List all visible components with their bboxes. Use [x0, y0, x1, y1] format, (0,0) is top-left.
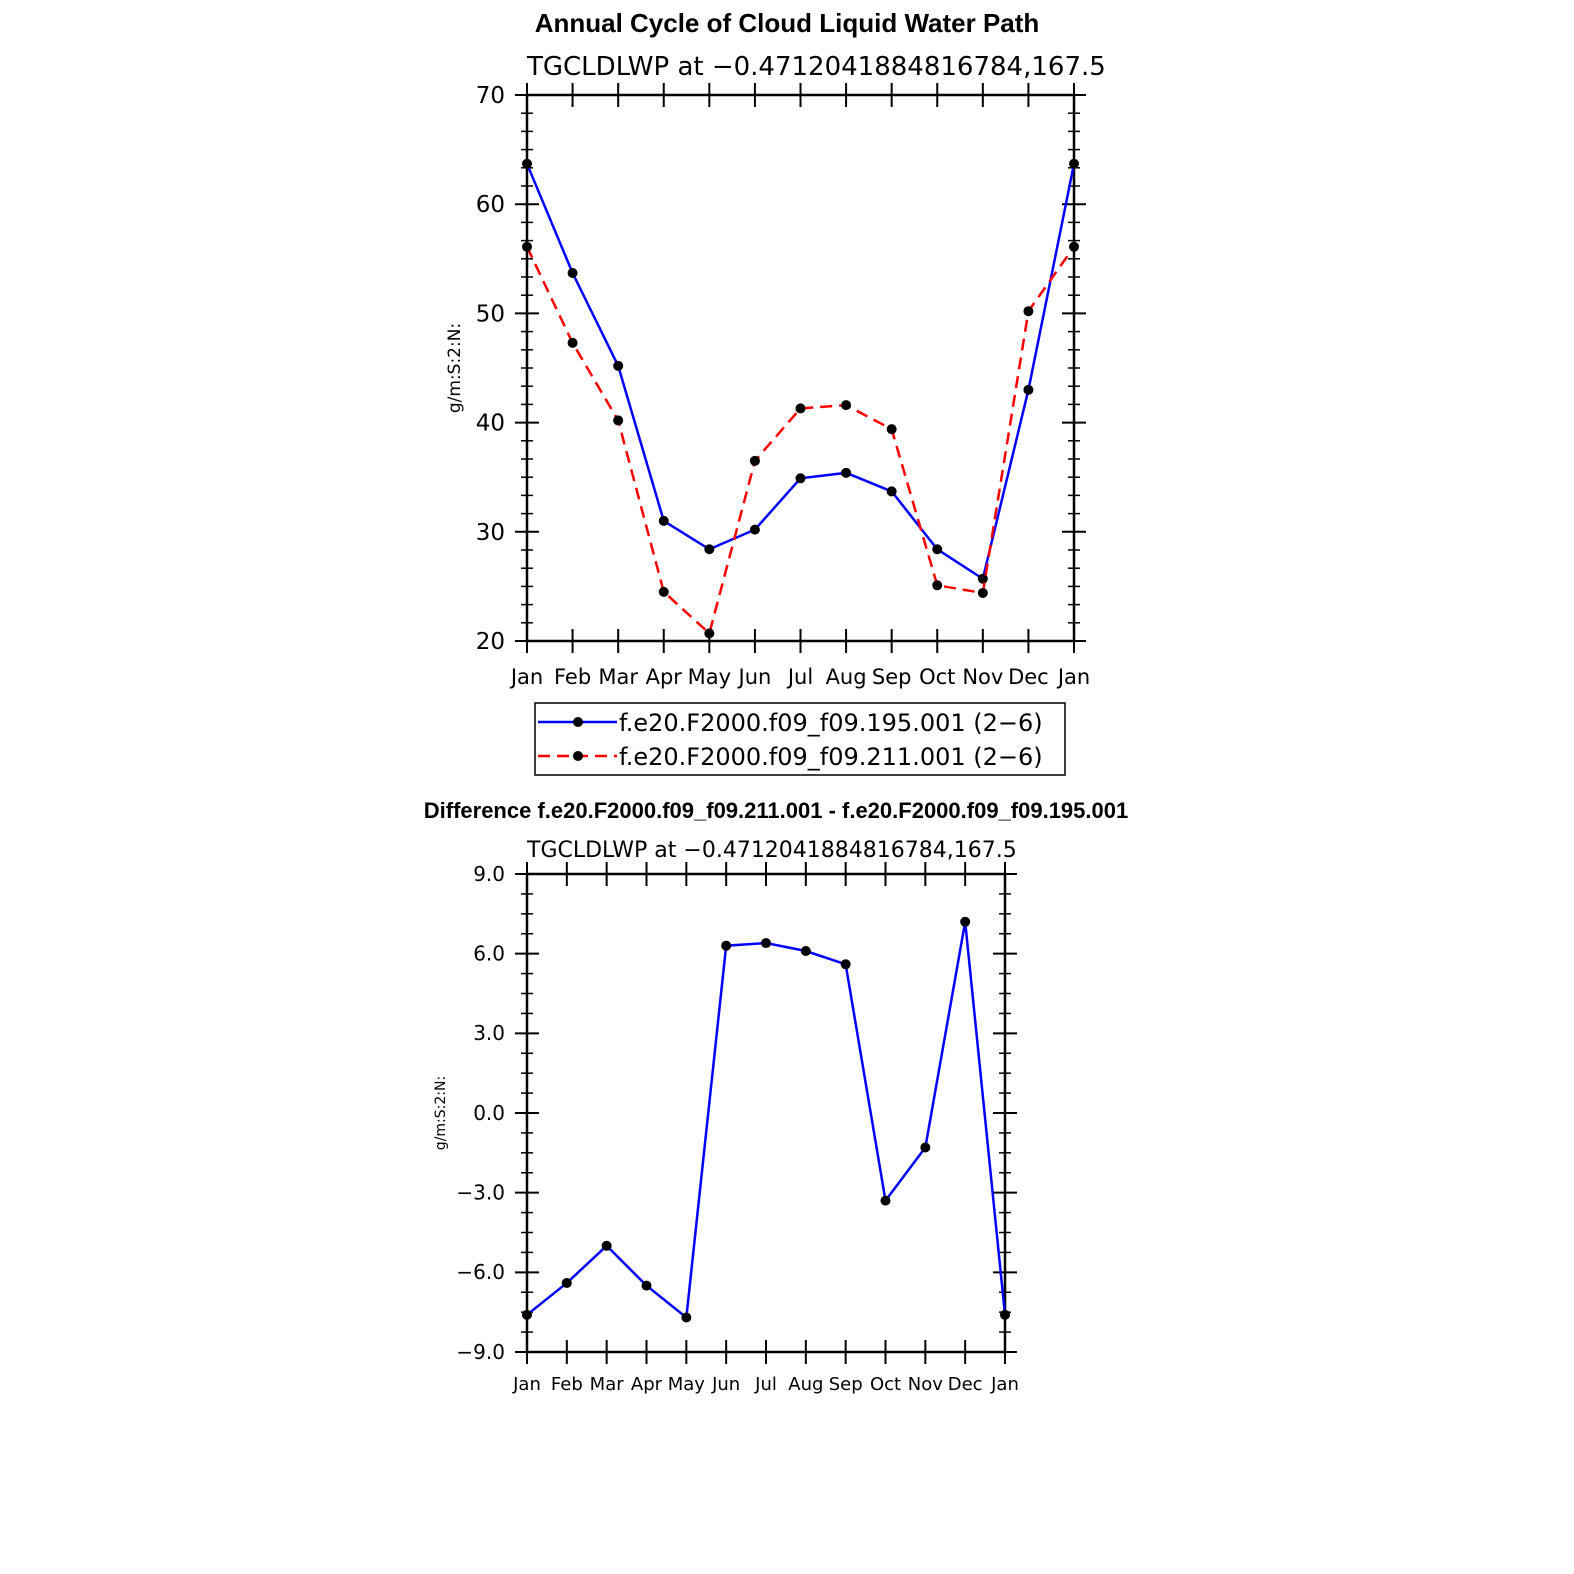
- chart-title-top: Annual Cycle of Cloud Liquid Water Path: [534, 8, 1040, 38]
- series-line-1: [527, 247, 1074, 634]
- legend: [535, 703, 1065, 775]
- data-point: [659, 516, 669, 526]
- x-tick-label: Aug: [788, 1374, 824, 1395]
- data-point: [932, 544, 942, 554]
- data-point: [841, 959, 851, 969]
- y-tick-label: 9.0: [473, 861, 505, 886]
- y-tick-label: −3.0: [456, 1180, 505, 1205]
- data-point: [801, 946, 811, 956]
- y-tick-label: −6.0: [456, 1260, 505, 1285]
- x-tick-label: Jul: [787, 665, 814, 689]
- y-tick-label: 40: [475, 410, 505, 437]
- data-point: [522, 1310, 532, 1320]
- data-point: [613, 361, 623, 371]
- x-tick-label: Dec: [1008, 665, 1049, 689]
- data-point: [841, 468, 851, 478]
- x-tick-label: Oct: [919, 665, 956, 689]
- x-tick-label: Jan: [991, 1374, 1019, 1395]
- x-tick-label: Mar: [598, 665, 638, 689]
- data-point: [522, 159, 532, 169]
- x-tick-label: Sep: [828, 1374, 863, 1395]
- x-tick-label: Mar: [589, 1374, 624, 1395]
- y-tick-label: 30: [475, 519, 505, 546]
- data-point: [1023, 385, 1033, 395]
- chart-title-bottom: Difference f.e20.F2000.f09_f09.211.001 - f.e20.F2000.f09_f09.195.001: [423, 798, 1129, 823]
- x-tick-label: Nov: [907, 1374, 943, 1395]
- data-point: [881, 1196, 891, 1206]
- data-point: [887, 486, 897, 496]
- data-point: [841, 400, 851, 410]
- data-point: [681, 1312, 691, 1322]
- x-tick-label: Jan: [510, 665, 544, 689]
- data-point: [642, 1281, 652, 1291]
- data-point: [613, 415, 623, 425]
- data-point: [932, 580, 942, 590]
- data-point: [920, 1143, 930, 1153]
- x-tick-label: Feb: [550, 1374, 583, 1395]
- data-point: [1023, 306, 1033, 316]
- y-axis-label: g/m:S:2:N:: [433, 1075, 449, 1151]
- legend-label: f.e20.F2000.f09_f09.195.001 (2−6): [619, 709, 1043, 737]
- data-point: [562, 1278, 572, 1288]
- data-point: [887, 424, 897, 434]
- x-tick-label: Nov: [962, 665, 1004, 689]
- y-tick-label: 0.0: [473, 1100, 505, 1125]
- y-axis-label: g/m:S:2:N:: [445, 322, 465, 414]
- y-tick-label: 70: [475, 82, 505, 109]
- x-tick-label: May: [667, 1374, 705, 1395]
- data-point: [761, 938, 771, 948]
- legend-label: f.e20.F2000.f09_f09.211.001 (2−6): [619, 743, 1043, 771]
- data-point: [659, 587, 669, 597]
- chart-subtitle: TGCLDLWP at −0.4712041884816784,167.5: [527, 52, 1106, 82]
- data-point: [978, 588, 988, 598]
- legend-marker: [573, 717, 583, 727]
- y-tick-label: 50: [475, 301, 505, 328]
- y-tick-label: 20: [475, 628, 505, 655]
- data-point: [568, 338, 578, 348]
- data-point: [522, 242, 532, 252]
- x-tick-label: Jan: [513, 1374, 541, 1395]
- data-point: [602, 1241, 612, 1251]
- x-tick-label: Sep: [871, 665, 912, 689]
- x-tick-label: Apr: [645, 665, 682, 689]
- series-line-0: [527, 164, 1074, 579]
- legend-marker: [573, 751, 583, 761]
- data-point: [796, 403, 806, 413]
- data-point: [704, 628, 714, 638]
- x-tick-label: May: [687, 665, 732, 689]
- data-point: [960, 917, 970, 927]
- y-tick-label: 3.0: [473, 1021, 505, 1046]
- data-point: [796, 473, 806, 483]
- x-tick-label: Feb: [553, 665, 592, 689]
- data-point: [750, 525, 760, 535]
- x-tick-label: Dec: [947, 1374, 983, 1395]
- y-tick-label: −9.0: [456, 1339, 505, 1364]
- x-tick-label: Aug: [825, 665, 867, 689]
- data-point: [750, 456, 760, 466]
- data-point: [721, 941, 731, 951]
- data-point: [568, 268, 578, 278]
- data-point: [1069, 242, 1079, 252]
- y-tick-label: 6.0: [473, 941, 505, 966]
- plot-frame: [527, 95, 1074, 641]
- x-tick-label: Jan: [1057, 665, 1091, 689]
- x-tick-label: Jun: [712, 1374, 741, 1395]
- x-tick-label: Jun: [738, 665, 772, 689]
- data-point: [704, 544, 714, 554]
- chart-0: [445, 52, 1106, 775]
- chart-1: [433, 838, 1019, 1395]
- series-line-0: [527, 922, 1005, 1318]
- x-tick-label: Apr: [630, 1374, 663, 1395]
- data-point: [1069, 159, 1079, 169]
- chart-subtitle: TGCLDLWP at −0.4712041884816784,167.5: [527, 838, 1017, 863]
- y-tick-label: 60: [475, 192, 505, 219]
- data-point: [1000, 1310, 1010, 1320]
- x-tick-label: Jul: [755, 1374, 777, 1395]
- x-tick-label: Oct: [869, 1374, 902, 1395]
